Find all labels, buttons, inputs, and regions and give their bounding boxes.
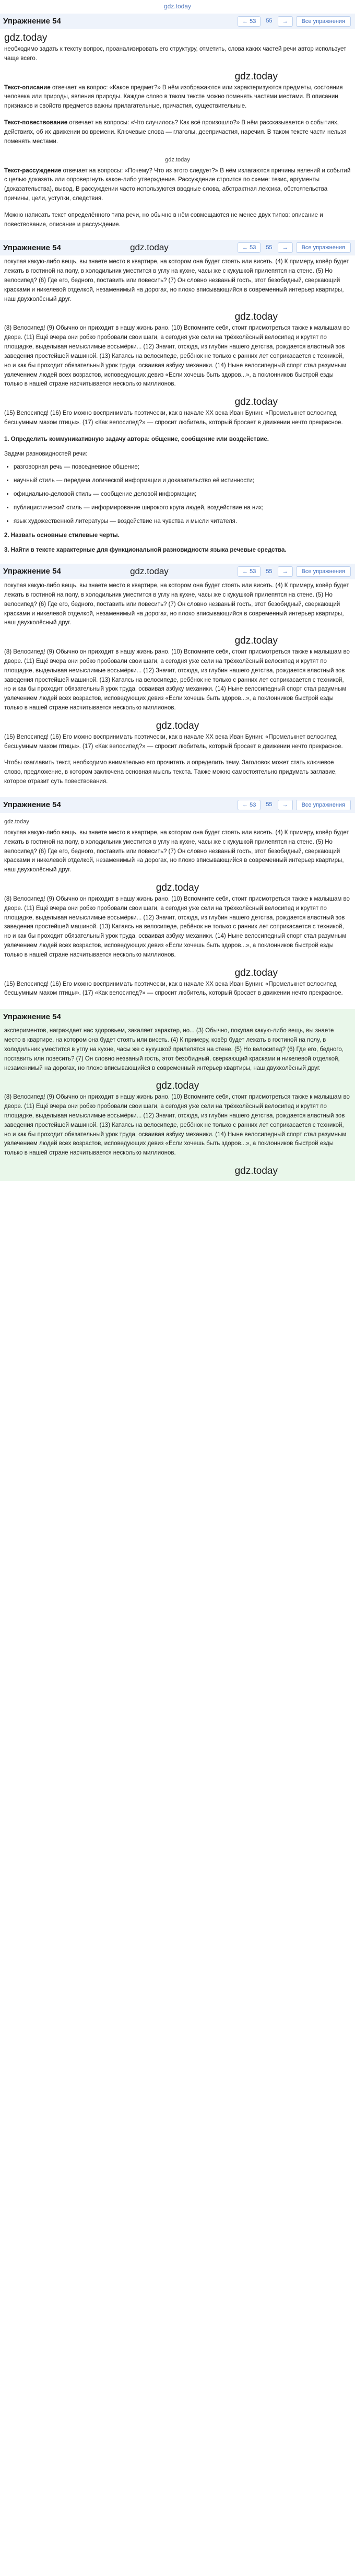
task-heading: 3. Найти в тексте характерные для функциональной разновидности языка речевые средства. xyxy=(4,547,287,554)
exercise-header xyxy=(0,797,355,813)
watermark: gdz.today xyxy=(156,882,199,893)
term-label: Текст-повествование xyxy=(4,120,68,126)
exercise-header xyxy=(0,1009,355,1024)
exercise-body xyxy=(0,579,355,797)
watermark: gdz.today xyxy=(156,1080,199,1092)
watermark: gdz.today xyxy=(130,242,169,253)
term-text: отвечает на вопросы: «Почему? Что из этого следует?» В нём излагаются причины явлений и событий с целью доказать или опровергнуть какое-либо утверждение. Рассуждение строится по схеме: тезис, аргументы (доказательства), вывод. В рассуждении часто используются вводные слова, абстрактная лексика, обстоятельства причины, цели, уступки, следствия. xyxy=(4,167,351,202)
list-item: • официально-деловой стиль — сообщение деловой информации; xyxy=(14,490,351,499)
story-paragraph: (8) Велосипед! (9) Обычно он приходит в нашу жизнь рано. (10) Вспомните себя, стоит присмотреться также к малышам во дворе. (11) Ещё вчера они робко пробовали свои шаги, а сегодня уже сели на трёхколёсный велосипед и крутят по площадке, выделывая немыслимые восьмёрки... (12) Значит, отсюда, из глубин нашего детства, рождается властный зов заведения простейшей машиной. (13) Катаясь на велосипеде, ребёнок не только с ранних лет соприкасается с техникой, но и как бы проходит обязательный урок труда, осваивая азбуку механики. (14) Ныне велосипедный спорт стал разумным увлечением людей всех возрастов, исповедующих девиз «Если хочешь быть здоров...», а поклонников быстрой езды только в нашей стране насчитывается несколько миллионов. xyxy=(4,649,350,711)
exercise-title: Упражнение 54 xyxy=(3,800,61,810)
story-paragraph: (8) Велосипед! (9) Обычно он приходит в нашу жизнь рано. (10) Вспомните себя, стоит присмотреться также к малышам во дворе. (11) Ещё вчера они робко пробовали свои шаги, а сегодня уже сели на трёхколёсный велосипед и крутят по площадке, выделывая немыслимые восьмёрки... (12) Значит, отсюда, из глубин нашего детства, рождается властный зов заведения простейшей машиной. (13) Катаясь на велосипеде, ребёнок не только с ранних лет соприкасается с техникой, но и как бы проходит обязательный урок труда, осваивая азбуку механики. (14) Ныне велосипедный спорт стал разумным увлечением людей всех возрастов, исповедующих девиз «Если хочешь быть здоров...», а поклонников быстрой езды только в нашей стране насчитывается несколько миллионов. xyxy=(4,325,350,388)
list-item: • язык художественной литературы — воздействие на чувства и мысли читателя. xyxy=(14,517,351,527)
all-exercises-button[interactable]: Все упражнения xyxy=(296,800,351,810)
term-text: отвечает на вопрос: «Какое предмет?» В нём изображаются или характеризуются предметы, состояния человека или природы, явления природы. Каждое слово в таком тексте можно поменять частями местами. В описании признаков и свойств предметов важны прилагательные, причастия, существительные. xyxy=(4,84,343,110)
watermark: gdz.today xyxy=(234,71,278,82)
next-exercise-button[interactable]: → xyxy=(278,800,293,810)
story-paragraph: покупая какую-либо вещь, вы знаете место в квартире, на котором она будет стоять или висеть. (4) К примеру, ковёр будет лежать в гостиной на полу, в холодильник уместится в углу на кухне, часы же с кукушкой прилепятся на стене. (5) Но велосипед? (6) Где его, бедного, поставить или повесить? (7) Он словно незваный гость, этот безобидный, сверкающий красками и никелевой отделкой, незаменимый на дорогах, но плохо вписывающийся в современный интерьер квартиры, наш двухколёсный друг. xyxy=(4,259,349,302)
term-label: Текст-рассуждение xyxy=(4,167,62,174)
story-paragraph: покупая какую-либо вещь, вы знаете место в квартире, на котором она будет стоять или висеть. (4) К примеру, ковёр будет лежать в гостиной на полу, в холодильник уместится в углу на кухне, часы же с кукушкой прилепятся на стене. (5) Но велосипед? (6) Где его, бедного, поставить или повесить? (7) Он словно незваный гость, этот безобидный, сверкающий красками и никелевой отделкой, незаменимый на дорогах, но плохо вписывающийся в современный интерьер квартиры, наш двухколёсный друг. xyxy=(4,582,349,626)
term-label: Текст-описание xyxy=(4,84,51,91)
exercise-section-1 xyxy=(0,14,355,240)
next-exercise-button[interactable]: → xyxy=(278,242,293,253)
next-exercise-number[interactable]: 55 xyxy=(266,568,273,575)
exercise-header xyxy=(0,14,355,29)
prev-exercise-button[interactable]: ← 53 xyxy=(238,16,261,27)
exercise-title: Упражнение 54 xyxy=(3,243,61,252)
story-paragraph: покупая какую-либо вещь, вы знаете место в квартире, на котором она будет стоять или висеть. (4) К примеру, ковёр будет лежать в гостиной на полу, в холодильник уместится в углу на кухне, часы же с кукушкой прилепятся на стене. (5) Но велосипед? (6) Где его, бедного, поставить или повесить? (7) Он словно незваный гость, этот безобидный, сверкающий красками и никелевой отделкой, незаменимый на дорогах, но плохо вписывающийся в современный интерьер квартиры, наш двухколёсный друг. xyxy=(4,829,349,873)
watermark: gdz.today xyxy=(156,720,199,731)
all-exercises-button[interactable]: Все упражнения xyxy=(296,566,351,577)
paragraph: Чтобы озаглавить текст, необходимо внимательно его прочитать и определить тему. Заголовок может стать ключевое слово, предложение, в котором заключена основная мысль текста. Также можно самостоятельно придумать заглавие, которое отразит суть повествования. xyxy=(4,760,337,785)
paragraph: Можно написать текст определённого типа речи, но обычно в нём совмещаются не менее двух типов: описание и повествование, описание и рассуждение. xyxy=(4,212,323,228)
watermark: gdz.today xyxy=(4,32,48,43)
next-exercise-number[interactable]: 55 xyxy=(266,244,273,251)
site-logo[interactable]: gdz.today xyxy=(163,3,192,10)
exercise-body xyxy=(0,813,355,1009)
exercise-section-5 xyxy=(0,1009,355,1181)
story-paragraph: (15) Велосипед! (16) Его можно воспринимать поэтически, как в начале XX века Иван Бунин: «Промелькнет велосипед бесшумным махом птицы». (17) «Как велосипед?» — спросит любитель, который бросает в движении нечто прекрасное. xyxy=(4,733,343,750)
story-paragraph: (15) Велосипед! (16) Его можно воспринимать поэтически, как в начале XX века Иван Бунин: «Промелькнет велосипед бесшумным махом птицы». (17) «Как велосипед?» — спросит любитель, который бросает в движении нечто прекрасное. xyxy=(4,410,343,426)
watermark: gdz.today xyxy=(234,1165,278,1176)
watermark: gdz.today xyxy=(234,967,278,978)
next-exercise-number[interactable]: 55 xyxy=(266,18,273,25)
paragraph: необходимо задать к тексту вопрос, проанализировать его структуру, отметить, слова каких частей речи автор использует чаще всего. xyxy=(4,46,347,62)
paragraph xyxy=(4,84,351,111)
exercise-body xyxy=(0,1024,355,1181)
next-exercise-button[interactable]: → xyxy=(278,16,293,27)
prev-exercise-button[interactable]: ← 53 xyxy=(238,566,261,577)
task-heading: 1. Определить коммуникативную задачу автора: общение, сообщение или воздействие. xyxy=(4,436,269,442)
exercise-title: Упражнение 54 xyxy=(3,17,61,26)
exercise-body xyxy=(0,29,355,240)
list-item: • научный стиль — передача логической информации и доказательство её истинности; xyxy=(14,476,351,486)
next-exercise-number[interactable]: 55 xyxy=(266,801,273,808)
story-paragraph: (8) Велосипед! (9) Обычно он приходит в нашу жизнь рано. (10) Вспомните себя, стоит присмотреться также к малышам во дворе. (11) Ещё вчера они робко пробовали свои шаги, а сегодня уже сели на трёхколёсный велосипед и крутят по площадке, выделывая немыслимые восьмёрки... (12) Значит, отсюда, из глубин нашего детства, рождается властный зов заведения простейшей машиной. (13) Катаясь на велосипеде, ребёнок не только с ранних лет соприкасается с техникой, но и как бы проходит обязательный урок труда, осваивая азбуку механики. (14) Ныне велосипедный спорт стал разумным увлечением людей всех возрастов, исповедующих девиз «Если хочешь быть здоров...», а поклонников быстрой езды только в нашей стране насчитывается несколько миллионов. xyxy=(4,895,350,958)
all-exercises-button[interactable]: Все упражнения xyxy=(296,242,351,253)
exercise-section-3 xyxy=(0,564,355,797)
exercise-body xyxy=(0,255,355,564)
exercise-nav xyxy=(238,800,351,810)
task-heading: 2. Назвать основные стилевые черты. xyxy=(4,532,120,539)
exercise-header xyxy=(0,564,355,579)
next-exercise-button[interactable]: → xyxy=(278,566,293,577)
styles-list xyxy=(4,463,351,526)
list-item: • разговорная речь — повседневное общение; xyxy=(14,463,351,472)
story-paragraph: экспериментов, награждает нас здоровьем, закаляет характер, но... (3) Обычно, покупая какую-либо вещь, вы знаете место в квартире, на котором она будет стоять или висеть. (4) К примеру, ковёр будет лежать в гостиной на полу, в холодильник уместится в углу на кухне, часы же с кукушкой прилепятся на стене. (5) Но велосипед? (6) Где его, бедного, поставить или повесить? (7) Он словно незваный гость, этот безобидный, сверкающий красками и никелевой отделкой, незаменимый на дорогах, но плохо вписывающийся в современный интерьер квартиры, наш двухколёсный друг. xyxy=(4,1028,344,1071)
watermark: gdz.today xyxy=(4,818,29,825)
watermark: gdz.today xyxy=(165,156,190,163)
story-paragraph: (15) Велосипед! (16) Его можно воспринимать поэтически, как в начале XX века Иван Бунин: «Промелькнет велосипед бесшумным махом птицы». (17) «Как велосипед?» — спросит любитель, который бросает в движении нечто прекрасное. xyxy=(4,981,343,997)
task-note: Задачи разновидностей речи: xyxy=(4,450,88,457)
exercise-nav xyxy=(238,566,351,577)
exercise-section-2 xyxy=(0,240,355,564)
exercise-title: Упражнение 54 xyxy=(3,567,61,576)
watermark: gdz.today xyxy=(130,566,169,577)
paragraph xyxy=(4,119,351,146)
paragraph xyxy=(4,167,351,204)
watermark: gdz.today xyxy=(234,635,278,647)
exercise-header xyxy=(0,240,355,255)
prev-exercise-button[interactable]: ← 53 xyxy=(238,242,261,253)
prev-exercise-button[interactable]: ← 53 xyxy=(238,800,261,810)
list-item: • публицистический стиль — информирование широкого круга людей, воздействие на них; xyxy=(14,504,351,513)
exercise-nav xyxy=(238,16,351,27)
exercise-section-4 xyxy=(0,797,355,1009)
exercise-title: Упражнение 54 xyxy=(3,1012,61,1021)
watermark: gdz.today xyxy=(234,397,278,408)
all-exercises-button[interactable]: Все упражнения xyxy=(296,16,351,27)
exercise-nav xyxy=(238,242,351,253)
term-text: отвечает на вопросы: «Что случилось? Как всё произошло?» В нём рассказывается о событиях, действиях, об их движении во времени. Ключевые слова — глаголы, деепричастия, наречия. В таком тексте части нельзя поменять местами. xyxy=(4,120,347,145)
watermark: gdz.today xyxy=(234,311,278,323)
story-paragraph: (8) Велосипед! (9) Обычно он приходит в нашу жизнь рано. (10) Вспомните себя, стоит присмотреться также к малышам во дворе. (11) Ещё вчера они робко пробовали свои шаги, а сегодня уже сели на трёхколёсный велосипед и крутят по площадке, выделывая немыслимые восьмёрки... (12) Значит, отсюда, из глубин нашего детства, рождается властный зов заведения простейшей машиной. (13) Катаясь на велосипеде, ребёнок не только с ранних лет соприкасается с техникой, но и как бы проходит обязательный урок труда, осваивая азбуку механики. (14) Ныне велосипедный спорт стал разумным увлечением людей всех возрастов, исповедующих девиз «Если хочешь быть здоров...», а поклонников быстрой езды только в нашей стране насчитывается несколько миллионов. xyxy=(4,1094,350,1157)
